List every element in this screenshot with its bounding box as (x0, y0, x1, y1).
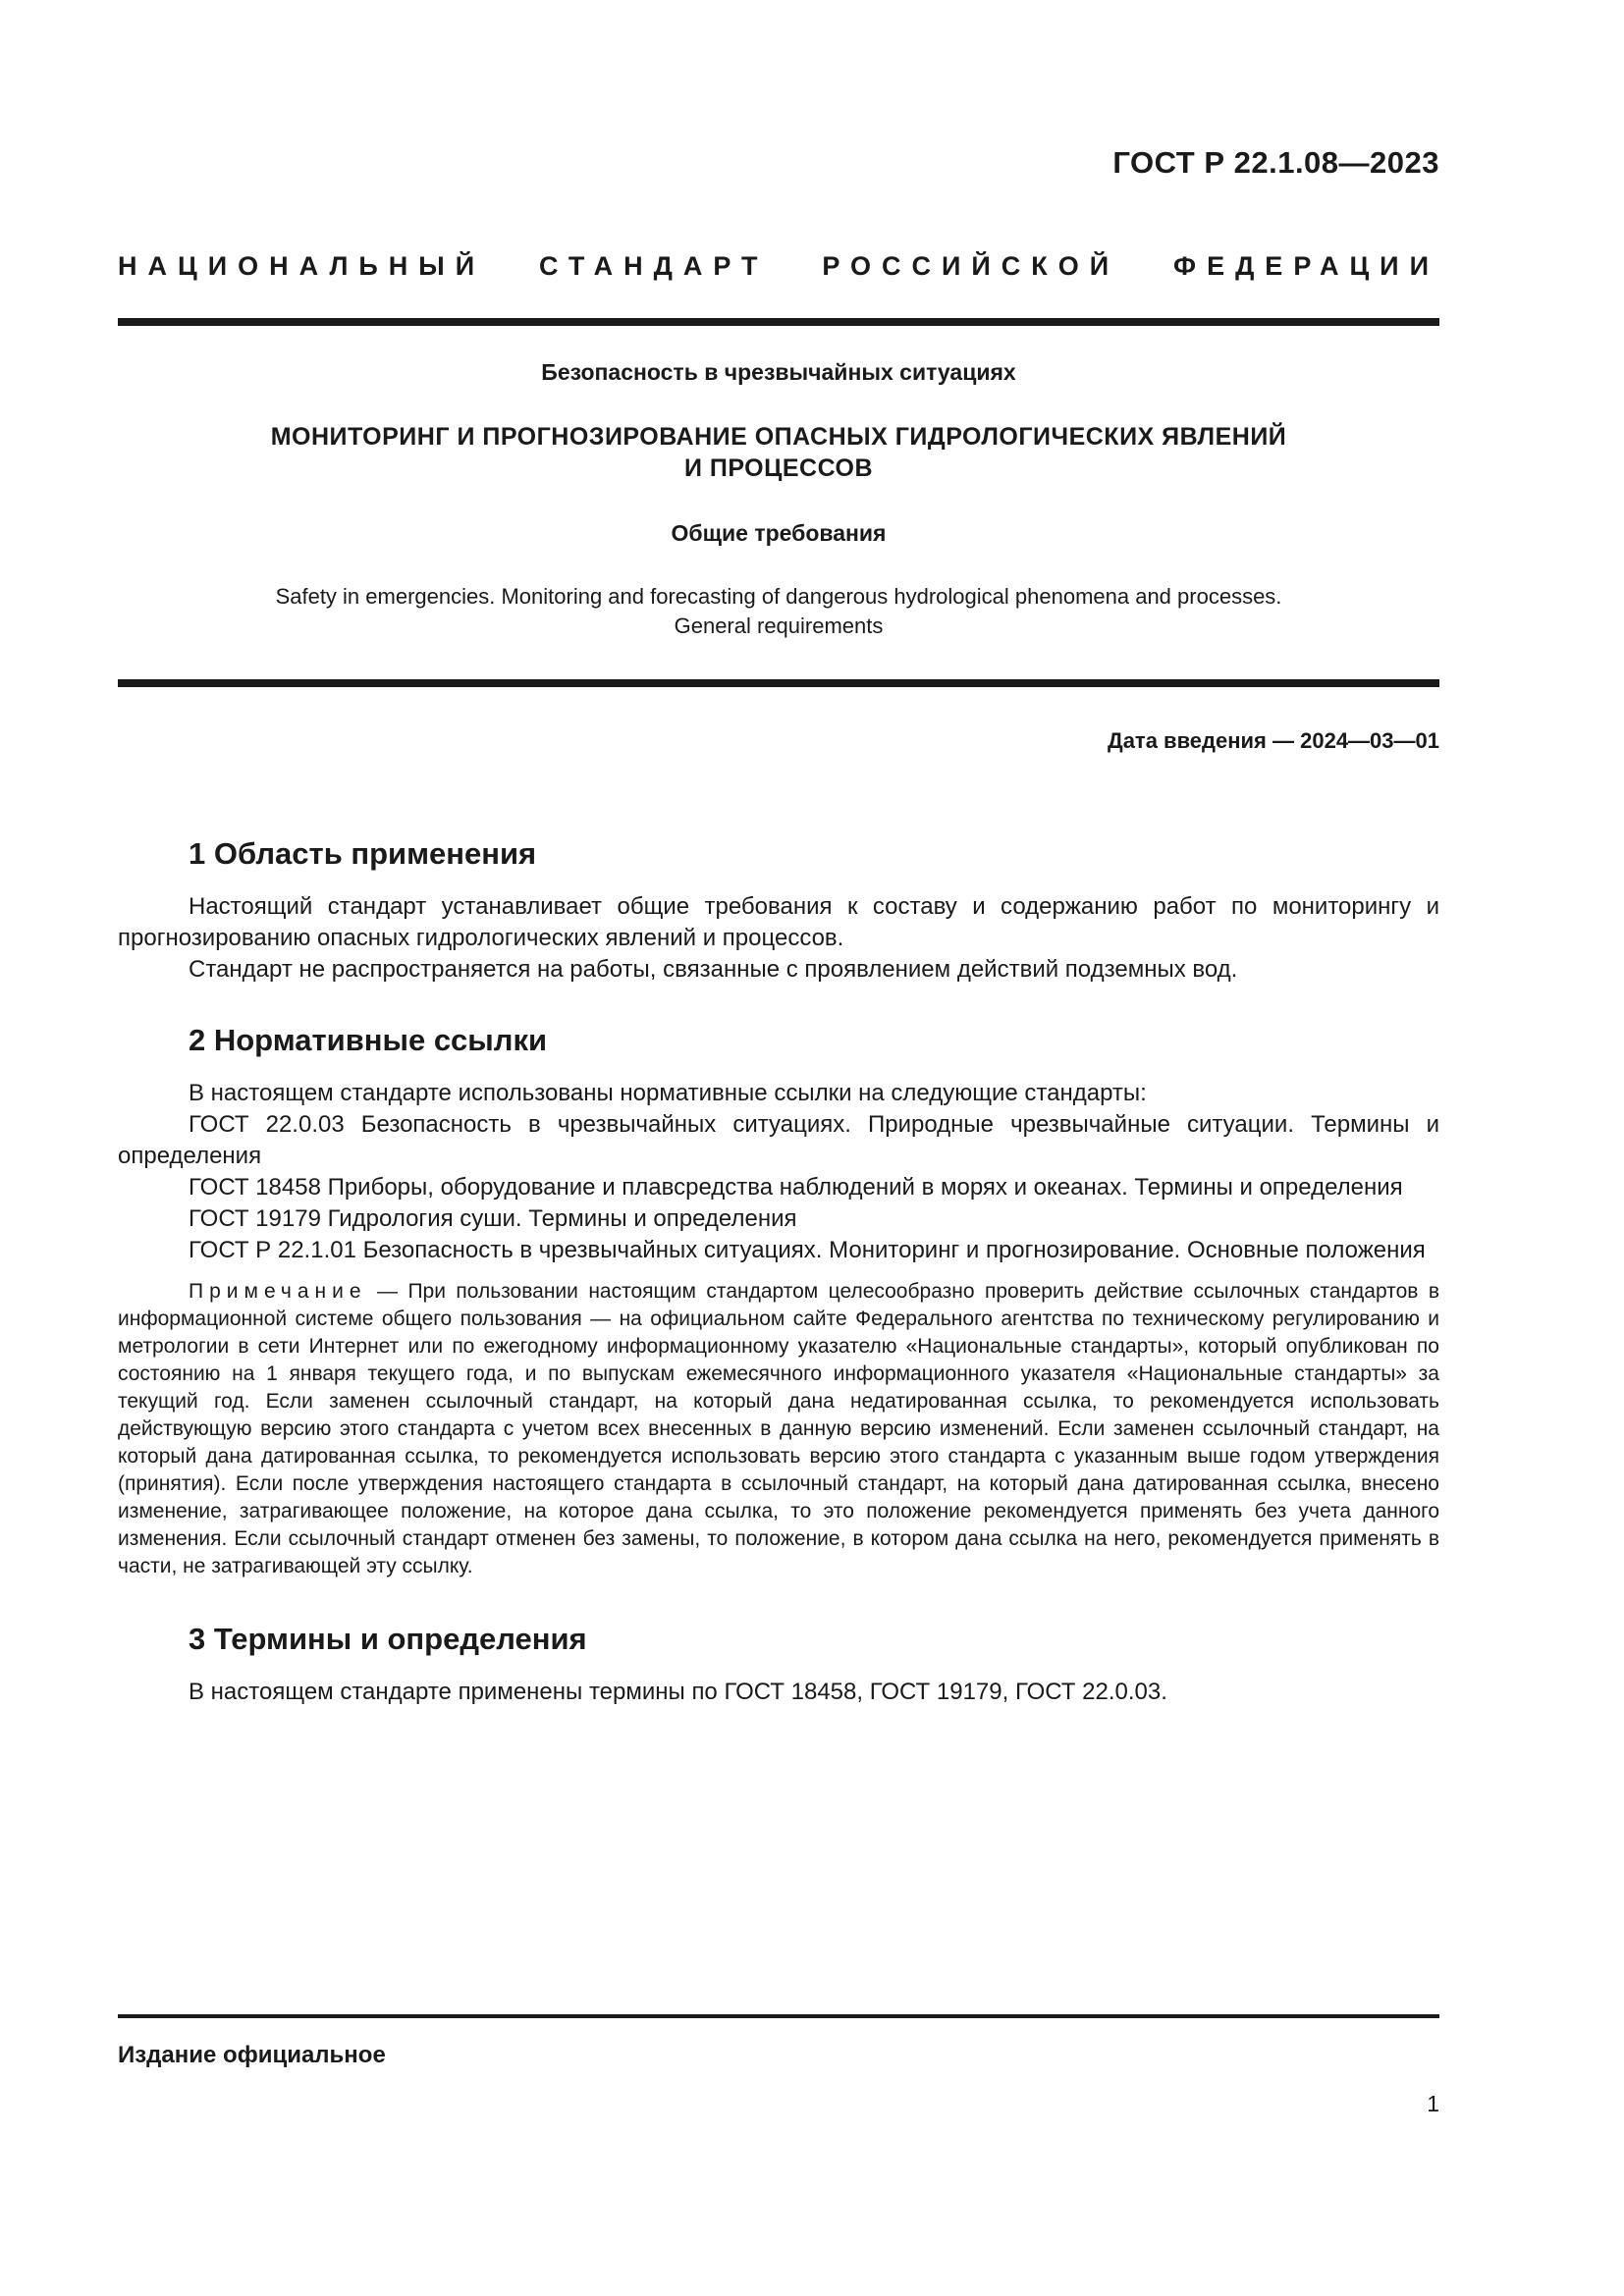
bottom-rule (118, 2014, 1439, 2018)
section-1-paragraph-2: Стандарт не распространяется на работы, связанные с проявлением действий подземных вод. (189, 956, 1238, 983)
section-2-intro: В настоящем стандарте использованы нормативные ссылки на следующие стандарты: (189, 1080, 1147, 1106)
page-number: 1 (1427, 2091, 1439, 2116)
note-text: — При пользовании настоящим стандартом целесообразно проверить действие ссылочных стандартов в информационной системе общего пользования — на официальном сайте Федерального агентства по техническому регулированию и метрологии в сети Интернет или по ежегодному информационному указателю «Национальные стандарты», который опубликован по состоянию на 1 января текущего года, и по выпускам ежемесячного информационного указателя «Национальные стандарты» за текущий год. Если заменен ссылочный стандарт, на который дана недатированная ссылка, то рекомендуется использовать действующую версию этого стандарта с учетом всех внесенных в данную версию изменений. Если заменен ссылочный стандарт, на который дана датированная ссылка, то рекомендуется использовать версию этого стандарта с указанным выше годом утверждения (принятия). Если после утверждения настоящего стандарта в ссылочный стандарт, на который дана датированная ссылка, внесено изменение, затрагивающее положение, на которое дана ссылка, то это положение рекомендуется применять без учета данного изменения. Если ссылочный стандарт отменен без замены, то положение, в котором дана ссылка на него, рекомендуется применять в части, не затрагивающей эту ссылку. (118, 1280, 1439, 1577)
normative-reference-3: ГОСТ 19179 Гидрология суши. Термины и определения (189, 1205, 797, 1232)
section-3-paragraph-1: В настоящем стандарте применены термины по ГОСТ 18458, ГОСТ 19179, ГОСТ 22.0.03. (189, 1679, 1167, 1705)
subject-line: Безопасность в чрезвычайных ситуациях (541, 359, 1016, 385)
middle-rule (118, 679, 1439, 687)
top-rule (118, 318, 1439, 326)
english-title-line-1: Safety in emergencies. Monitoring and forecasting of dangerous hydrological phenomena and processes. (275, 584, 1282, 609)
english-title (118, 582, 1439, 641)
introduction-date: Дата введения — 2024—03—01 (1108, 728, 1439, 753)
normative-reference-2: ГОСТ 18458 Приборы, оборудование и плавсредства наблюдений в морях и океанах. Термины и определения (189, 1174, 1403, 1201)
general-requirements-title: Общие требования (671, 520, 887, 546)
normative-reference-1: ГОСТ 22.0.03 Безопасность в чрезвычайных ситуациях. Природные чрезвычайные ситуации. Термины и определения (118, 1111, 1439, 1169)
document-page (118, 0, 1439, 2296)
document-code: ГОСТ Р 22.1.08—2023 (1112, 145, 1439, 180)
main-title-line-2: И ПРОЦЕССОВ (683, 454, 874, 482)
note-label: Примечание (189, 1280, 367, 1303)
section-2-title: 2 Нормативные ссылки (189, 1023, 548, 1057)
national-standard-header: НАЦИОНАЛЬНЫЙ СТАНДАРТ РОССИЙСКОЙ ФЕДЕРАЦИИ (118, 251, 1439, 281)
section-3-title: 3 Термины и определения (189, 1622, 587, 1656)
section-1-paragraph-1: Настоящий стандарт устанавливает общие требования к составу и содержанию работ по мониторингу и прогнозированию опасных гидрологических явлений и процессов. (118, 893, 1439, 951)
section-1-title: 1 Область применения (189, 836, 537, 871)
main-title (118, 421, 1439, 484)
main-title-line-1: МОНИТОРИНГ И ПРОГНОЗИРОВАНИЕ ОПАСНЫХ ГИДРОЛОГИЧЕСКИХ ЯВЛЕНИЙ (270, 423, 1287, 451)
normative-reference-4: ГОСТ Р 22.1.01 Безопасность в чрезвычайных ситуациях. Мониторинг и прогнозирование. Основные положения (189, 1237, 1426, 1263)
english-title-line-2: General requirements (674, 614, 884, 638)
official-edition-label: Издание официальное (118, 2042, 386, 2068)
section-2-note (118, 1278, 1439, 1580)
document-body (118, 834, 1439, 1708)
